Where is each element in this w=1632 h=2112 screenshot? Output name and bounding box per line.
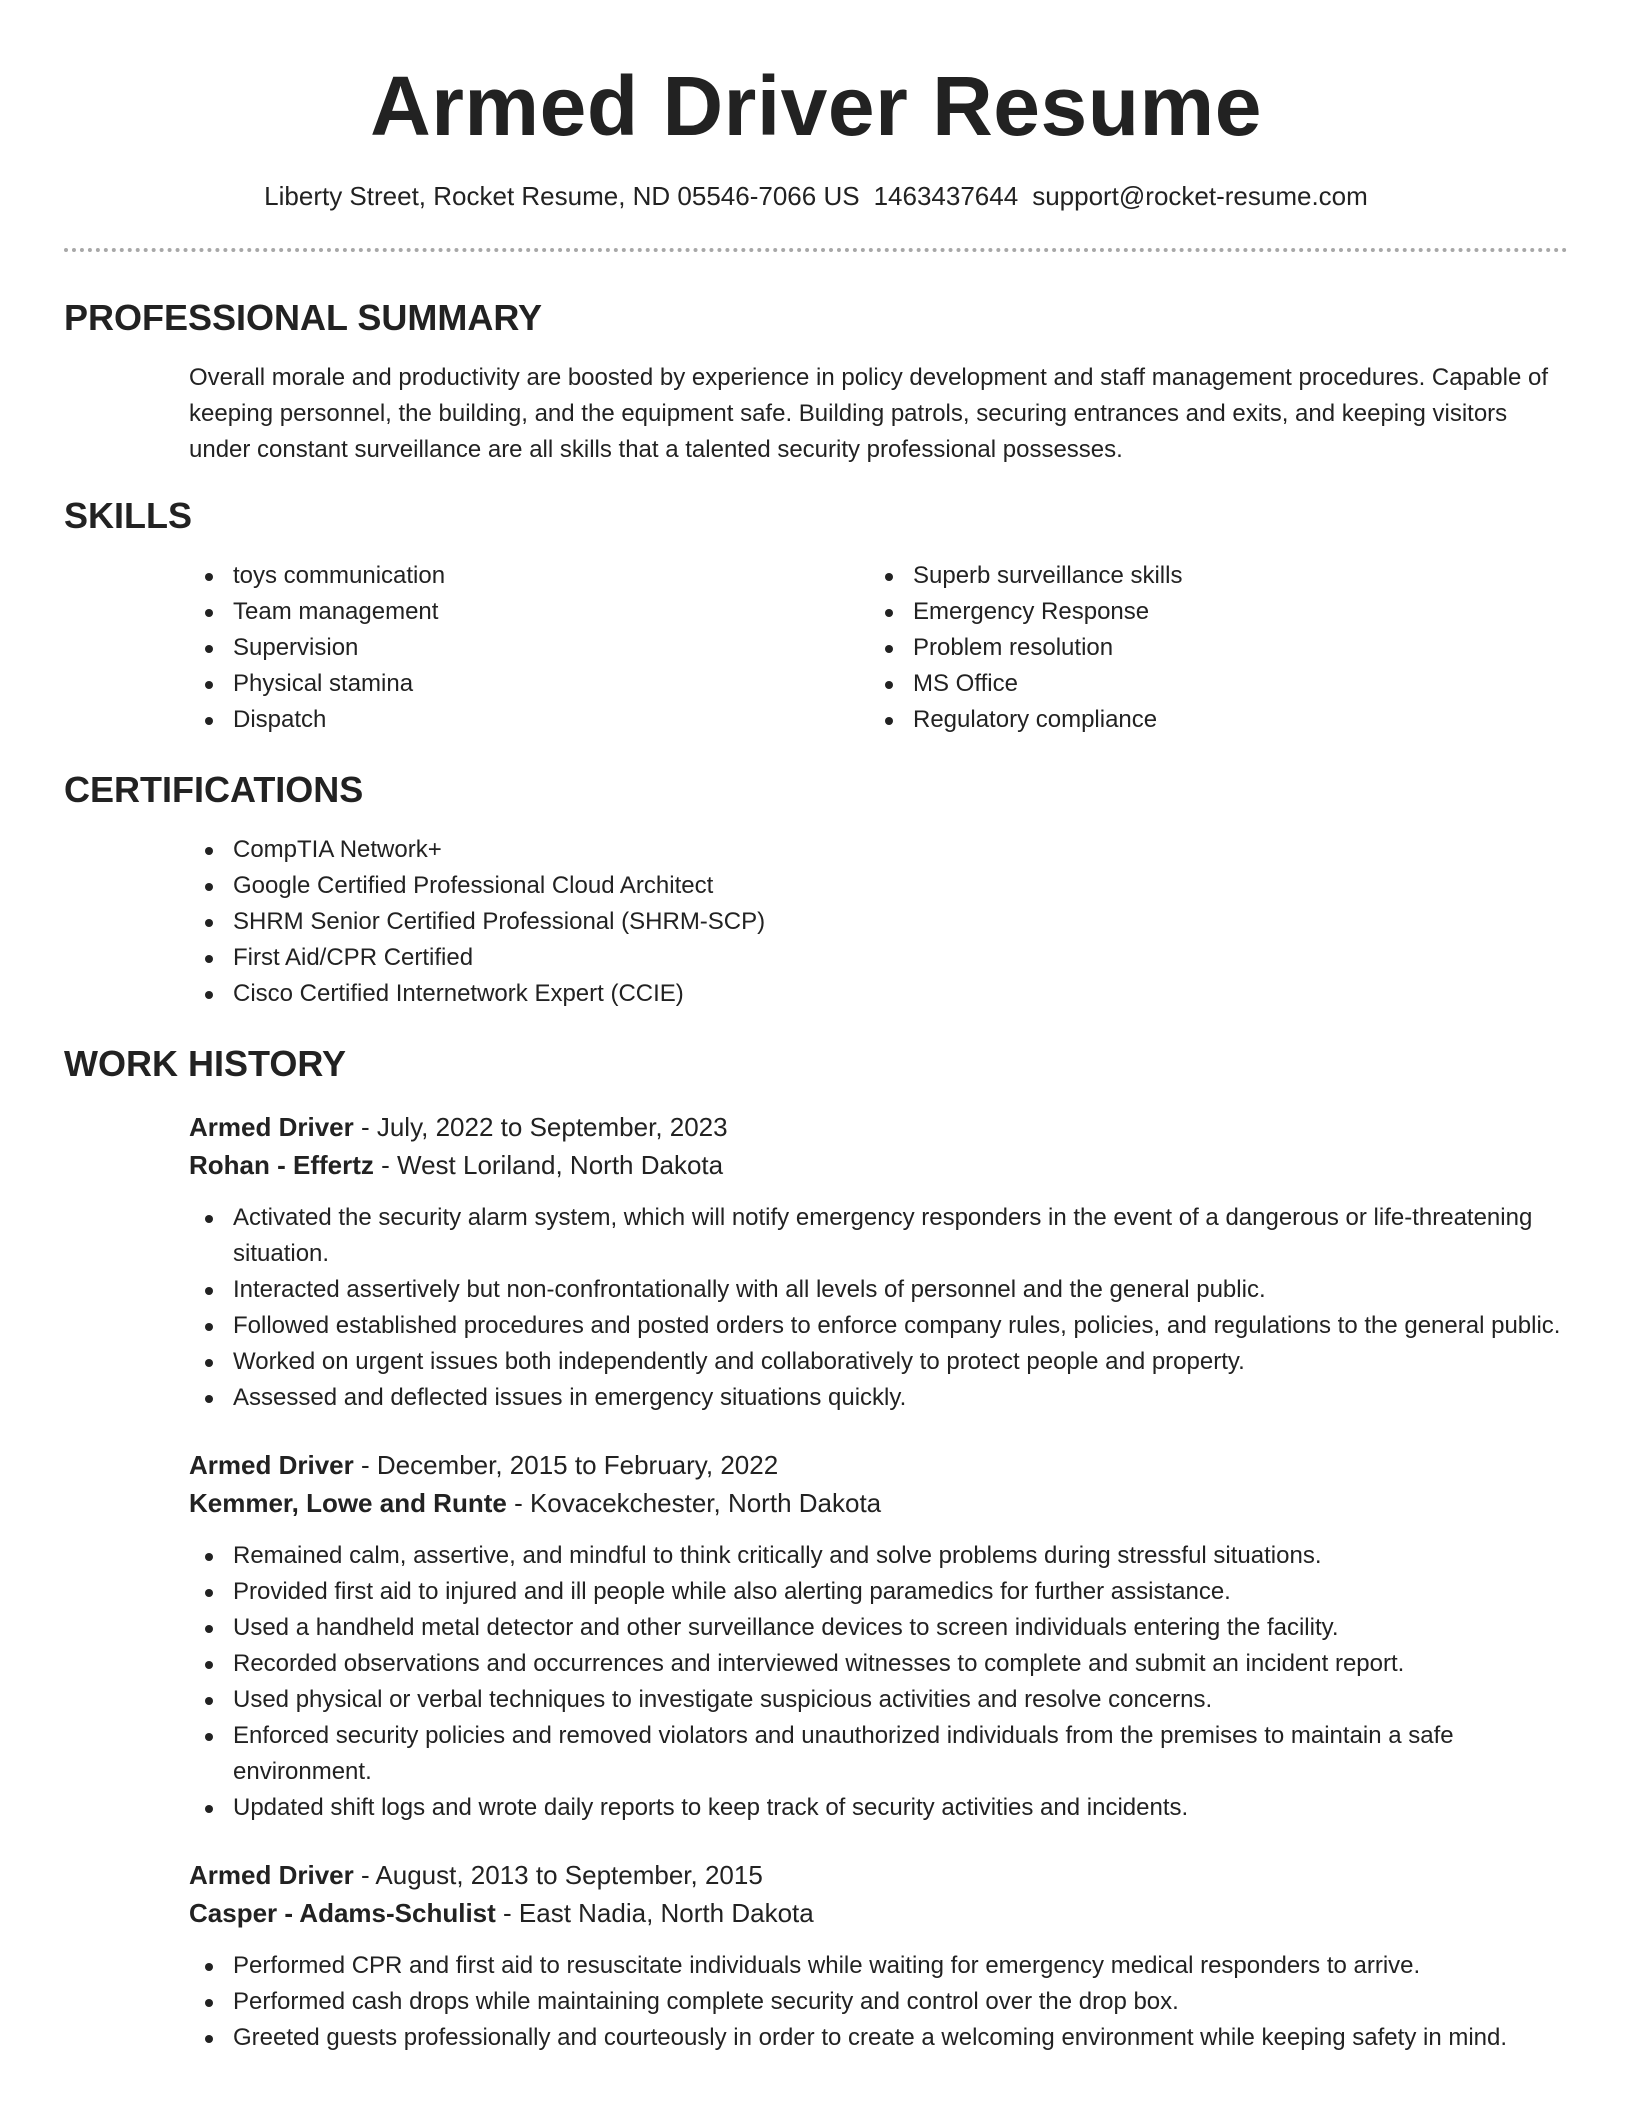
job-duty: Enforced security policies and removed violators and unauthorized individuals from the premises to maintain a safe environment. bbox=[189, 1718, 1568, 1790]
certification-item: Cisco Certified Internetwork Expert (CCIE) bbox=[189, 976, 1568, 1012]
job-duties-list bbox=[189, 1200, 1568, 1416]
job-dates: December, 2015 to February, 2022 bbox=[376, 1450, 779, 1480]
job-duty: Performed CPR and first aid to resuscitate individuals while waiting for emergency medical responders to arrive. bbox=[189, 1948, 1568, 1984]
skills-right-list bbox=[869, 558, 1549, 738]
job-company-line: Casper - Adams-Schulist - East Nadia, North Dakota bbox=[189, 1898, 814, 1928]
summary-section bbox=[64, 296, 1568, 468]
skills-section bbox=[64, 494, 1568, 738]
certification-item: CompTIA Network+ bbox=[189, 832, 1568, 868]
skill-item: Regulatory compliance bbox=[869, 702, 1549, 738]
skill-item: Physical stamina bbox=[189, 666, 869, 702]
contact-address: Liberty Street, Rocket Resume, ND 05546-7066 US bbox=[264, 181, 860, 211]
job-company-line: Rohan - Effertz - West Loriland, North Dakota bbox=[189, 1150, 724, 1180]
job-dates: August, 2013 to September, 2015 bbox=[375, 1860, 763, 1890]
contact-line bbox=[64, 180, 1568, 212]
job-dates: July, 2022 to September, 2023 bbox=[376, 1112, 728, 1142]
job-title-line: Armed Driver - December, 2015 to February, 2022 bbox=[189, 1450, 779, 1480]
job-company: Kemmer, Lowe and Runte bbox=[189, 1488, 507, 1518]
certifications-list bbox=[189, 832, 1568, 1012]
job-duty: Greeted guests professionally and courteously in order to create a welcoming environment while keeping safety in mind. bbox=[189, 2020, 1568, 2056]
job-duty: Used physical or verbal techniques to investigate suspicious activities and resolve concerns. bbox=[189, 1682, 1568, 1718]
certification-item: First Aid/CPR Certified bbox=[189, 940, 1568, 976]
skill-item: Team management bbox=[189, 594, 869, 630]
skill-item: Superb surveillance skills bbox=[869, 558, 1549, 594]
job-duty: Performed cash drops while maintaining complete security and control over the drop box. bbox=[189, 1984, 1568, 2020]
job-entry bbox=[64, 1856, 1568, 2056]
job-duty: Recorded observations and occurrences and interviewed witnesses to complete and submit an incident report. bbox=[189, 1646, 1568, 1682]
job-title: Armed Driver bbox=[189, 1112, 354, 1142]
work-history-heading: WORK HISTORY bbox=[64, 1043, 347, 1084]
job-duty: Remained calm, assertive, and mindful to think critically and solve problems during stressful situations. bbox=[189, 1538, 1568, 1574]
job-duty: Interacted assertively but non-confrontationally with all levels of personnel and the general public. bbox=[189, 1272, 1568, 1308]
skills-grid bbox=[64, 558, 1568, 738]
skill-item: Problem resolution bbox=[869, 630, 1549, 666]
summary-text: Overall morale and productivity are boosted by experience in policy development and staff management procedures. Capable of keeping personnel, the building, and the equipment safe. Building patrols, securing entrances and exits, and keeping visitors under constant surveillance are all skills that a talented security professional possesses. bbox=[189, 364, 1549, 463]
job-location: East Nadia, North Dakota bbox=[518, 1898, 814, 1928]
header-divider bbox=[64, 248, 1568, 252]
certification-item: Google Certified Professional Cloud Architect bbox=[189, 868, 1568, 904]
skill-item: toys communication bbox=[189, 558, 869, 594]
job-duty: Worked on urgent issues both independently and collaboratively to protect people and property. bbox=[189, 1344, 1568, 1380]
job-location: Kovacekchester, North Dakota bbox=[529, 1488, 882, 1518]
job-entry bbox=[64, 1446, 1568, 1826]
job-title-line: Armed Driver - August, 2013 to September, 2015 bbox=[189, 1860, 763, 1890]
skills-heading: SKILLS bbox=[64, 495, 193, 536]
skill-item: MS Office bbox=[869, 666, 1549, 702]
skills-left-list bbox=[189, 558, 869, 738]
summary-heading: PROFESSIONAL SUMMARY bbox=[64, 297, 543, 338]
job-duty: Activated the security alarm system, which will notify emergency responders in the event of a dangerous or life-threatening situation. bbox=[189, 1200, 1568, 1272]
job-location: West Loriland, North Dakota bbox=[397, 1150, 724, 1180]
certifications-heading: CERTIFICATIONS bbox=[64, 769, 364, 810]
job-company: Rohan - Effertz bbox=[189, 1150, 374, 1180]
resume-title: Armed Driver Resume bbox=[370, 59, 1262, 153]
job-company-line: Kemmer, Lowe and Runte - Kovacekchester, North Dakota bbox=[189, 1488, 882, 1518]
job-title: Armed Driver bbox=[189, 1450, 354, 1480]
job-title-line: Armed Driver - July, 2022 to September, 2023 bbox=[189, 1112, 728, 1142]
job-title: Armed Driver bbox=[189, 1860, 354, 1890]
job-duty: Updated shift logs and wrote daily reports to keep track of security activities and incidents. bbox=[189, 1790, 1568, 1826]
skill-item: Dispatch bbox=[189, 702, 869, 738]
job-duty: Assessed and deflected issues in emergency situations quickly. bbox=[189, 1380, 1568, 1416]
job-duties-list bbox=[189, 1948, 1568, 2056]
certifications-list-wrap bbox=[64, 832, 1568, 1012]
job-duty: Used a handheld metal detector and other surveillance devices to screen individuals entering the facility. bbox=[189, 1610, 1568, 1646]
job-company: Casper - Adams-Schulist bbox=[189, 1898, 496, 1928]
skill-item: Supervision bbox=[189, 630, 869, 666]
job-duty: Provided first aid to injured and ill people while also alerting paramedics for further assistance. bbox=[189, 1574, 1568, 1610]
certifications-section bbox=[64, 768, 1568, 1012]
job-duties-list bbox=[189, 1538, 1568, 1826]
contact-email: support@rocket-resume.com bbox=[1032, 181, 1368, 211]
certification-item: SHRM Senior Certified Professional (SHRM-SCP) bbox=[189, 904, 1568, 940]
work-history-section bbox=[64, 1042, 1568, 2056]
job-entry bbox=[64, 1108, 1568, 1416]
skill-item: Emergency Response bbox=[869, 594, 1549, 630]
job-duty: Followed established procedures and posted orders to enforce company rules, policies, and regulations to the general public. bbox=[189, 1308, 1568, 1344]
contact-phone: 1463437644 bbox=[873, 181, 1019, 211]
